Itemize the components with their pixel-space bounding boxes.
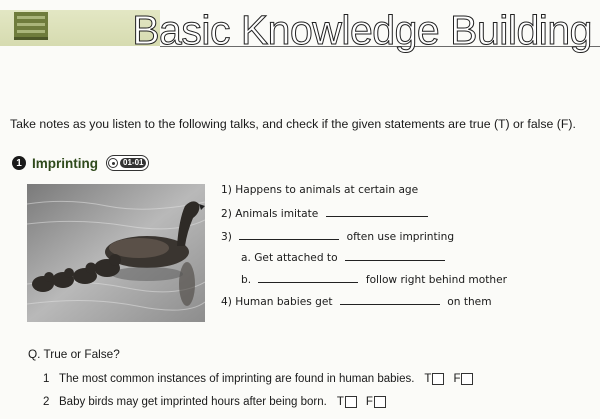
blank-field[interactable]	[326, 206, 428, 217]
header	[0, 0, 600, 52]
note-3-number: 3)	[221, 231, 232, 243]
quiz-item-number: 1	[43, 373, 50, 385]
true-label: T	[336, 396, 344, 408]
false-checkbox[interactable]	[374, 396, 386, 408]
quiz-item	[43, 373, 481, 385]
quiz-heading: Q. True or False?	[28, 347, 120, 361]
track-number: 01-01	[120, 158, 146, 168]
note-4	[221, 294, 492, 308]
note-2-label: 2) Animals imitate	[221, 208, 319, 220]
note-4-label: 4) Human babies get	[221, 296, 333, 308]
note-3a	[241, 250, 445, 264]
note-4-suffix: on them	[447, 296, 492, 308]
page-title: Basic Knowledge Building	[132, 7, 592, 53]
note-2	[221, 206, 428, 220]
quiz-item-number: 2	[43, 396, 50, 408]
blank-field[interactable]	[340, 294, 440, 305]
quiz-item	[43, 396, 394, 408]
cd-icon	[108, 158, 118, 168]
audio-track-button[interactable]	[106, 155, 149, 171]
true-false-options	[337, 396, 394, 408]
note-3b	[241, 272, 507, 286]
note-3b-letter: b.	[241, 274, 252, 286]
note-3b-label: follow right behind mother	[365, 274, 507, 286]
false-label: F	[365, 396, 373, 408]
duck-photo	[27, 184, 205, 322]
true-checkbox[interactable]	[345, 396, 357, 408]
note-3-label: often use imprinting	[346, 231, 455, 243]
book-icon	[12, 4, 52, 44]
true-false-options	[424, 373, 481, 385]
blank-field[interactable]	[258, 272, 358, 283]
true-checkbox[interactable]	[432, 373, 444, 385]
note-3a-label: a. Get attached to	[241, 252, 338, 264]
blank-field[interactable]	[345, 250, 445, 261]
section-title: Imprinting	[32, 155, 98, 171]
section-number: 1	[12, 156, 26, 170]
false-checkbox[interactable]	[461, 373, 473, 385]
blank-field[interactable]	[239, 229, 339, 240]
quiz-item-text: The most common instances of imprinting are found in human babies.	[59, 373, 415, 385]
true-label: T	[424, 373, 432, 385]
quiz-item-text: Baby birds may get imprinted hours after being born.	[59, 396, 327, 408]
instructions: Take notes as you listen to the following talks, and check if the given statements are true (T) or false (F).	[10, 117, 576, 131]
false-label: F	[453, 373, 461, 385]
note-1: 1) Happens to animals at certain age	[221, 184, 419, 196]
section-heading	[12, 154, 149, 172]
note-3	[221, 229, 454, 243]
